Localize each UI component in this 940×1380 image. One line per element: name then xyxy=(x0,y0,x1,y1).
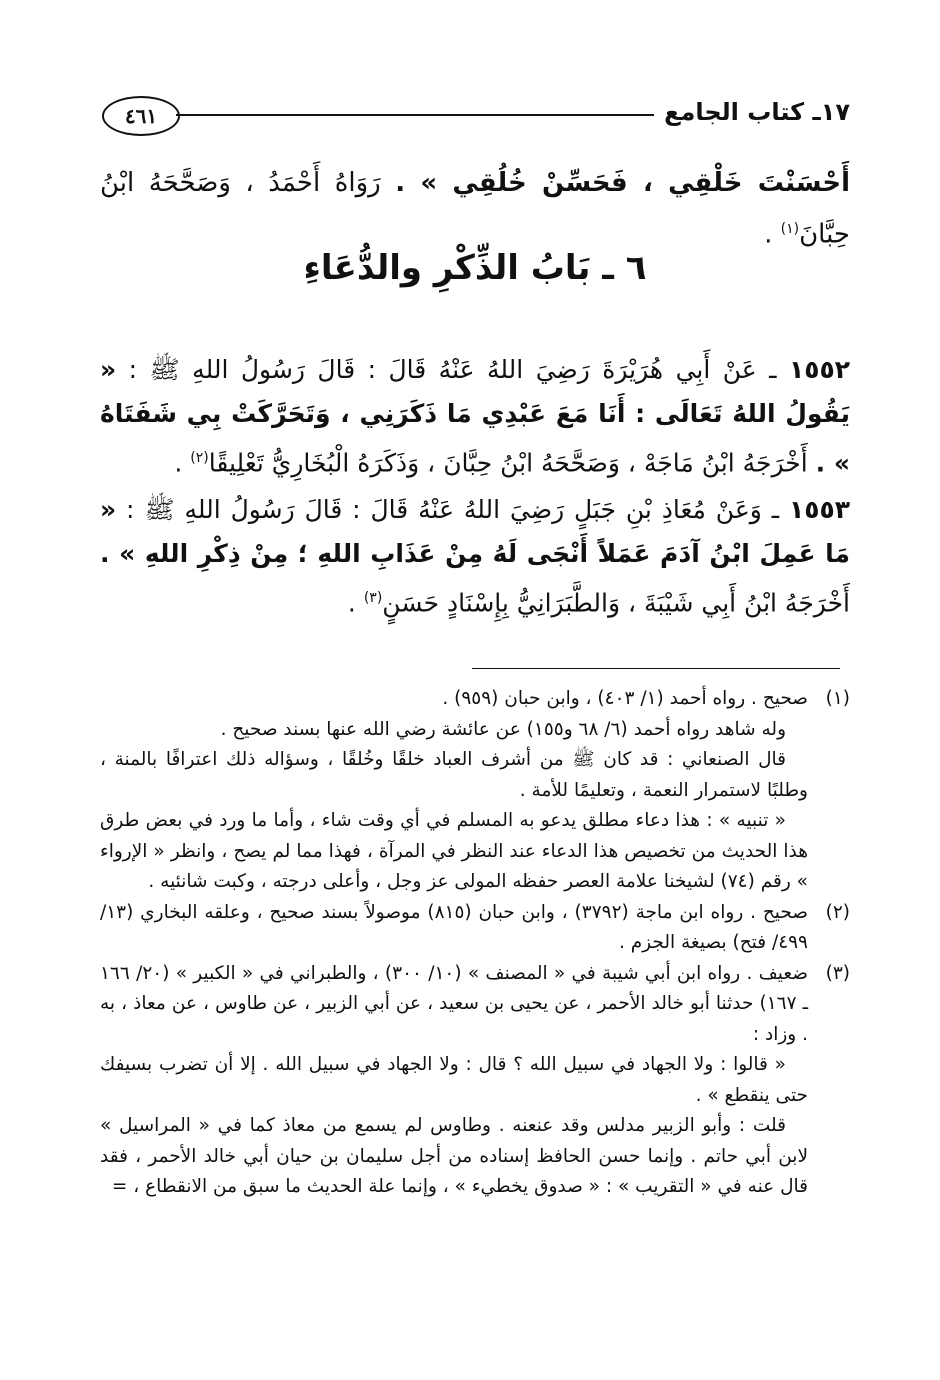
carried-over-text xyxy=(100,160,850,258)
footnote-number: (١) xyxy=(825,688,850,709)
footnote-separator xyxy=(472,668,840,669)
footnote-text: صحيح . رواه ابن ماجة (٣٧٩٢) ، وابن حبان (٨١٥) موصولاً بسند صحيح ، وعلقه البخاري (١٣/ ٤٩٩/ فتح) بصيغة الجزم . xyxy=(100,901,809,953)
footnote-ref: (٣) xyxy=(363,590,383,606)
footnote xyxy=(100,898,850,959)
footnote-text: قلت : وأبو الزبير مدلس وقد عنعنه . وطاوس لم يسمع من معاذ كما في « المراسيل » لابن أبي حاتم . وإنما حسن الحافظ إسناده من أجل سليمان بن حيان أبي خالد الأحمر ، فقد قال عنه في « التقريب » : « صدوق يخطيء » ، وإنما علة الحديث ما سبق من الانقطاع ، = xyxy=(100,1115,808,1197)
hadith-source: أَخْرَجَهُ ابْنُ أَبِي شَيْبَةَ ، وَالطَّبَرَانِيُّ بِإِسْنَادٍ حَسَنٍ xyxy=(382,588,850,618)
footnotes xyxy=(100,684,850,1203)
hadith-number: ١٥٥٣ xyxy=(788,495,850,524)
footnote-text: صحيح . رواه أحمد (١/ ٤٠٣) ، وابن حبان (٩٥٩) . xyxy=(442,688,808,709)
page-number: ٤٦١ xyxy=(102,96,180,136)
hadith-paragraph xyxy=(100,488,850,625)
footnote xyxy=(100,684,850,898)
chapter-title: ٦ ـ بَابُ الذِّكْرِ والدُّعَاءِ xyxy=(303,248,647,288)
hadith-number: ١٥٥٢ xyxy=(788,355,851,384)
hadith-intro: ـ عَنْ أَبِي هُرَيْرَةَ رَضِيَ اللهُ عَنْهُ قَالَ : قَالَ رَسُولُ اللهِ ﷺ : xyxy=(128,355,777,384)
carry-source: رَوَاهُ أَحْمَدُ ، وَصَحَّحَهُ ابْنُ حِبَّانَ xyxy=(100,168,850,250)
carry-end: . xyxy=(764,219,773,250)
footnote-ref: (٢) xyxy=(190,450,209,466)
hadith-intro: ـ وَعَنْ مُعَاذِ بْنِ جَبَلٍ رَضِيَ اللهُ عَنْهُ قَالَ : قَالَ رَسُولُ اللهِ ﷺ : xyxy=(126,495,780,524)
footnote-number: (٣) xyxy=(825,962,850,984)
hadith-quote: « يَقُولُ اللهُ تَعَالَى : أَنَا مَعَ عَبْدِي مَا ذَكَرَنِي ، وَتَحَرَّكَتْ بِي شَفَتَاهُ » . xyxy=(100,355,850,478)
hadith-source: أَخْرَجَهُ ابْنُ مَاجَهْ ، وَصَحَّحَهُ ابْنُ حِبَّانَ ، وَذَكَرَهُ الْبُخَارِيُّ تَعْلِيقًا xyxy=(208,448,808,478)
footnote-text: « قالوا : ولا الجهاد في سبيل الله ؟ قال : ولا الجهاد في سبيل الله . إلا أن تضرب بسيفك حتى ينقطع » . xyxy=(100,1054,808,1106)
hadith-quote: « مَا عَمِلَ ابْنُ آدَمَ عَمَلاً أَنْجَى لَهُ مِنْ عَذَابِ اللهِ ؛ مِنْ ذِكْرِ اللهِ » . xyxy=(100,495,850,568)
running-header-title: ١٧ـ كتاب الجامع xyxy=(664,98,850,126)
footnote xyxy=(100,959,850,1203)
header-rule xyxy=(176,114,654,116)
footnote-number: (٢) xyxy=(825,901,850,923)
footnote-text: « تنبيه » : هذا دعاء مطلق يدعو به المسلم في أي وقت شاء ، وأما ما ورد في بعض طرق هذا الحديث من تخصيص هذا الدعاء عند النظر في المرآة ، فهذا مما لم يصح ، وانظر « الإرواء » رقم (٧٤) لشيخنا علامة العصر حفظه المولى عز وجل ، وأعلى درجته ، وكبت شانئيه . xyxy=(100,810,808,892)
running-header xyxy=(102,96,850,136)
footnote-text: وله شاهد رواه أحمد (٦/ ٦٨ و١٥٥) عن عائشة رضي الله عنها بسند صحيح . xyxy=(220,718,786,740)
hadith-paragraph xyxy=(100,348,850,485)
hadith-end: . xyxy=(174,448,183,478)
footnote-text: ضعيف . رواه ابن أبي شيبة في « المصنف » (١٠/ ٣٠٠) ، والطبراني في « الكبير » (٢٠/ ١٦٦ ـ ١٦٧) حدثنا أبو خالد الأحمر ، عن يحيى بن سعيد ، عن أبي الزبير ، عن طاوس ، عن معاذ ، به . وزاد : xyxy=(100,962,808,1045)
footnote-text: قال الصنعاني : قد كان ﷺ من أشرف العباد خلقًا وخُلقًا ، وسؤاله ذلك اعترافًا بالمنة ، وطلبًا لاستمرار النعمة ، وتعليمًا للأمة . xyxy=(100,749,808,801)
footnote-ref: (١) xyxy=(780,221,800,237)
carry-quote: أَحْسَنْتَ خَلْقِي ، فَحَسِّنْ خُلُقِي » . xyxy=(395,168,851,198)
hadith-end: . xyxy=(347,588,356,618)
